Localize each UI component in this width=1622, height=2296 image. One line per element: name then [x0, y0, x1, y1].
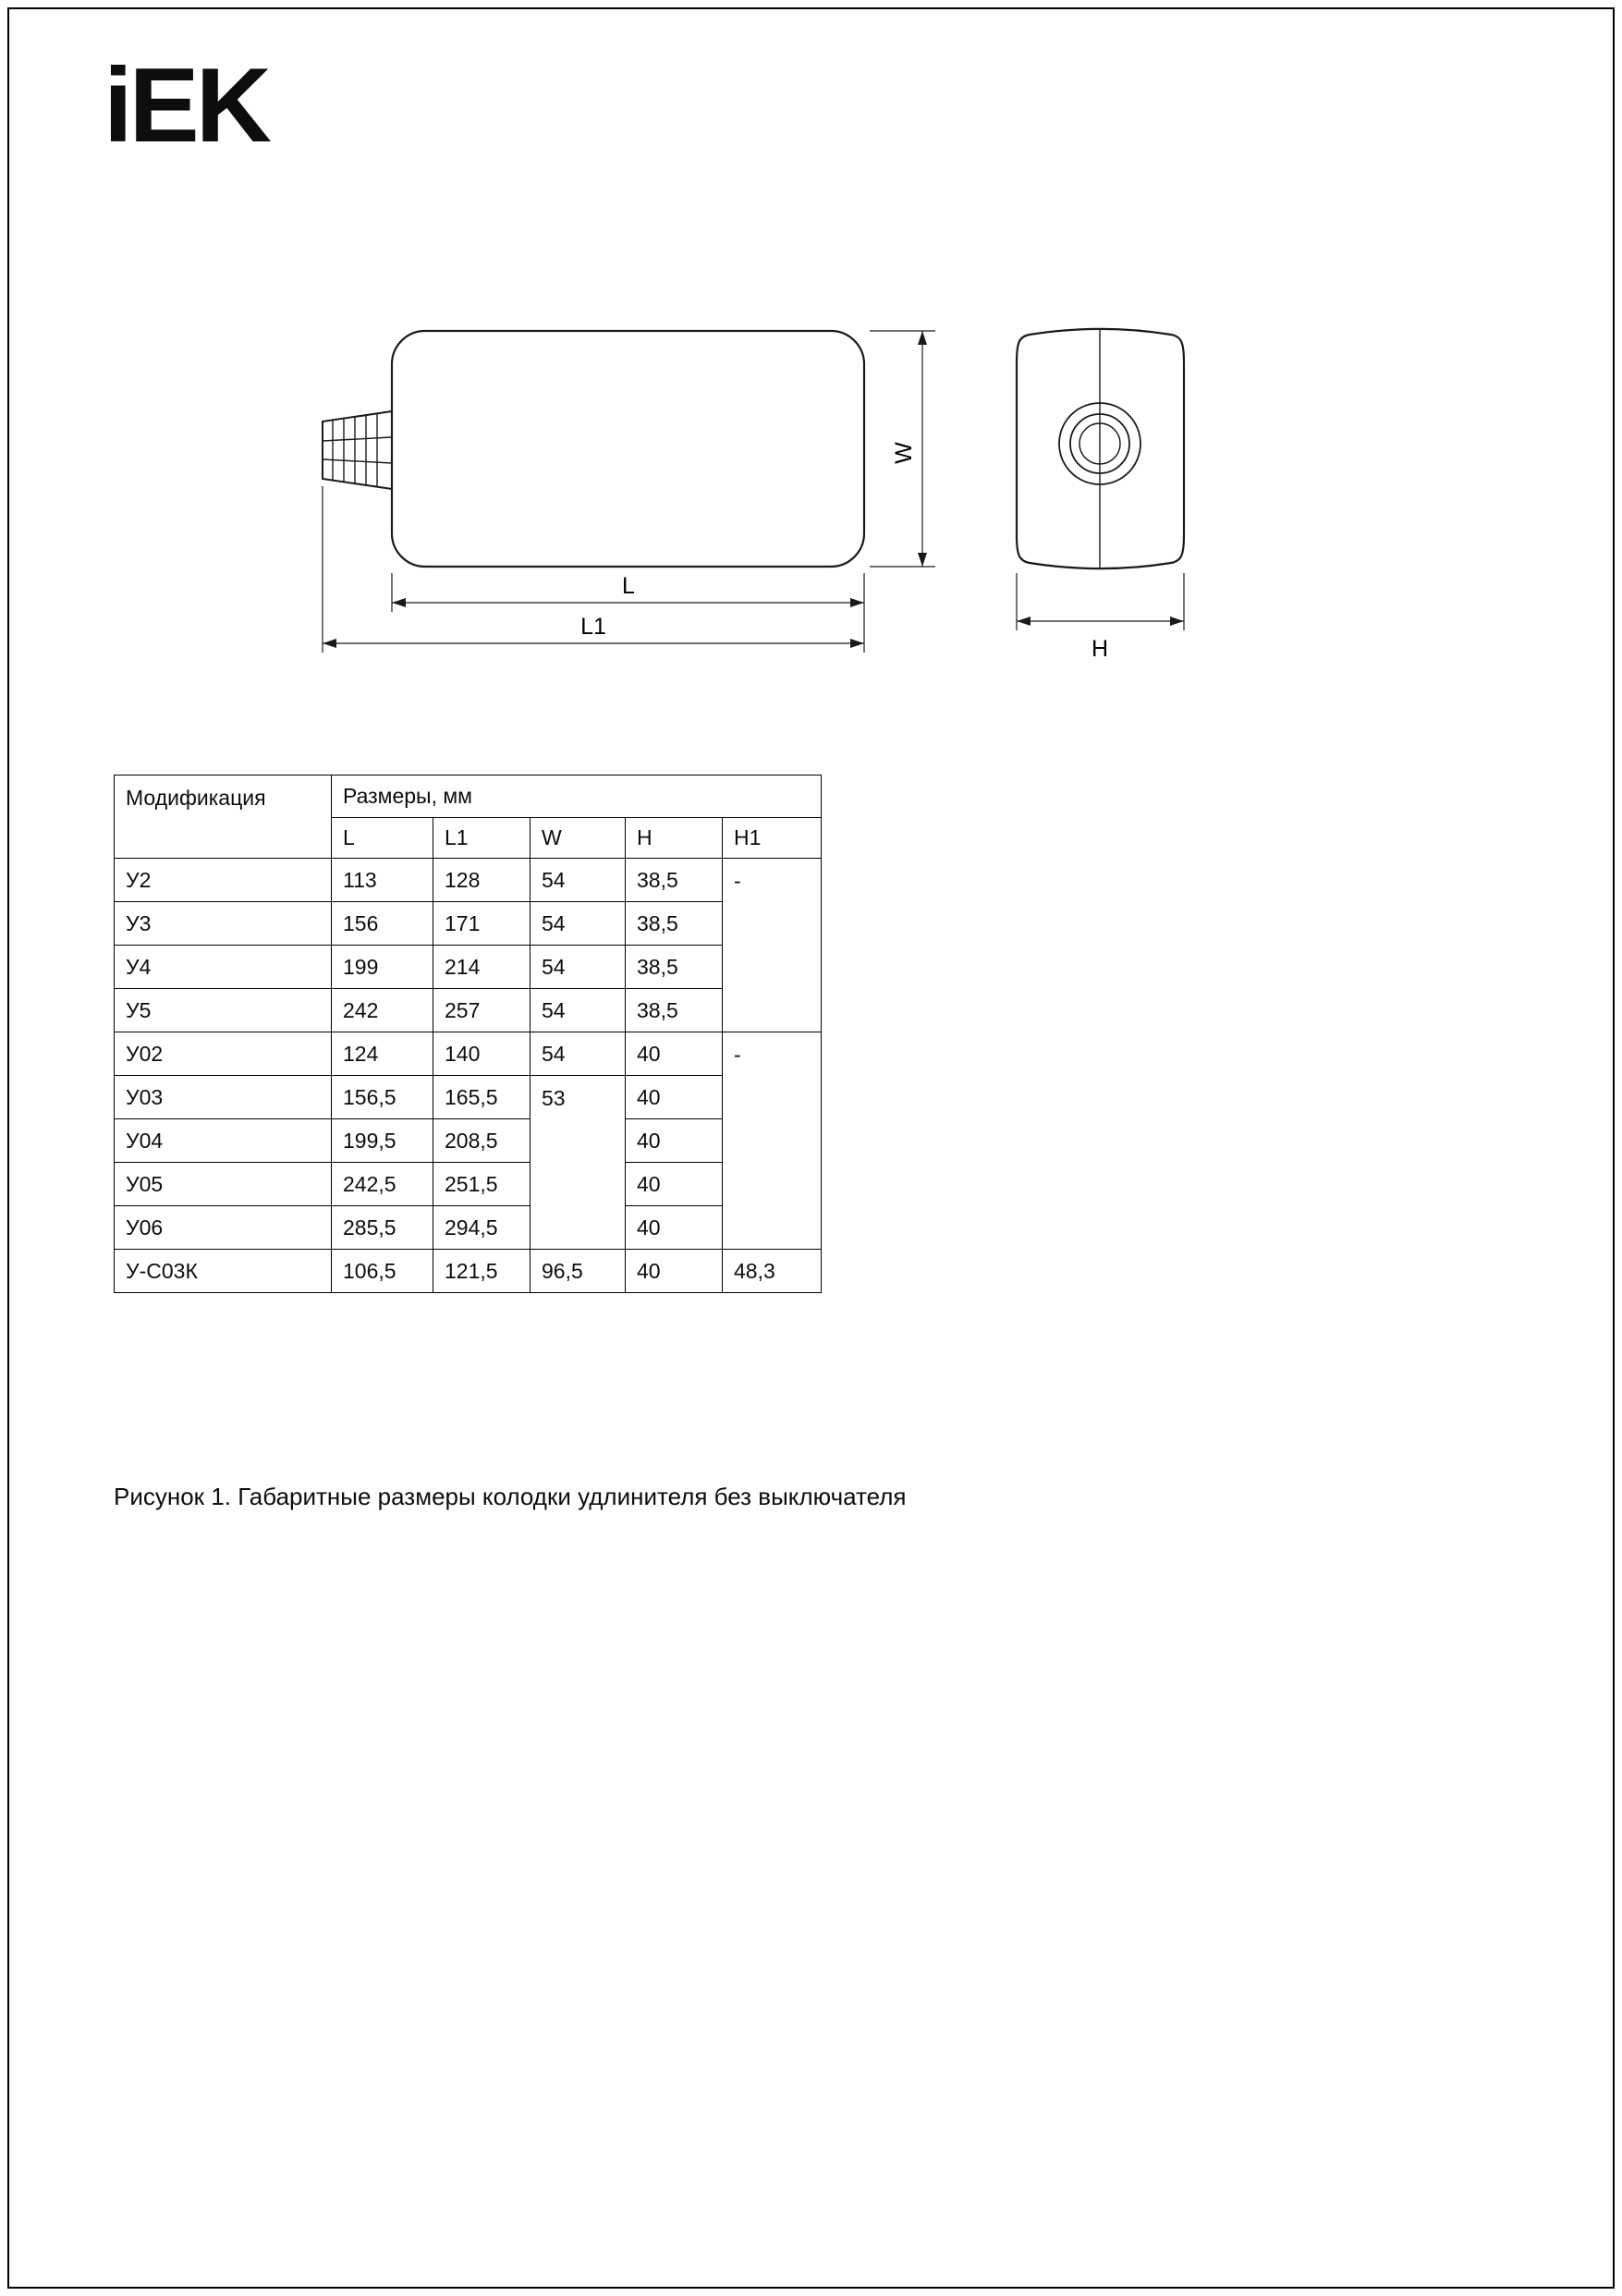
- dim-label-l1: L1: [580, 614, 606, 640]
- cell-h: 38,5: [626, 902, 723, 946]
- cell-l1: 208,5: [433, 1119, 531, 1163]
- cell-l: 285,5: [332, 1206, 433, 1250]
- table-row: [115, 1206, 822, 1250]
- cell-h: 38,5: [626, 946, 723, 989]
- cell-h: 38,5: [626, 989, 723, 1032]
- cell-h: 38,5: [626, 859, 723, 902]
- cell-l1: 171: [433, 902, 531, 946]
- cell-h: 40: [626, 1076, 723, 1119]
- table-row: [115, 1032, 822, 1076]
- cell-l1: 140: [433, 1032, 531, 1076]
- header-sizes: Размеры, мм: [332, 776, 822, 818]
- iek-logo: iEK: [104, 47, 269, 165]
- figure-caption: Рисунок 1. Габаритные размеры колодки удлинителя без выключателя: [114, 1483, 907, 1510]
- cell-h: 40: [626, 1250, 723, 1293]
- cell-l: 199: [332, 946, 433, 989]
- dimensions-table: [114, 775, 822, 1293]
- table-row: [115, 1119, 822, 1163]
- cell-l1: 214: [433, 946, 531, 989]
- row-label: У5: [115, 989, 332, 1032]
- dim-label-l: L: [622, 573, 635, 599]
- cell-l: 156: [332, 902, 433, 946]
- cell-l1: 128: [433, 859, 531, 902]
- header-col-h1: H1: [723, 818, 822, 859]
- cell-l: 199,5: [332, 1119, 433, 1163]
- table-row: [115, 1250, 822, 1293]
- dim-h: [1017, 573, 1184, 662]
- dim-label-h: H: [1091, 636, 1109, 662]
- cable-gland: [323, 411, 392, 489]
- row-label: У06: [115, 1206, 332, 1250]
- row-label: У04: [115, 1119, 332, 1163]
- table-row: [115, 1076, 822, 1119]
- dim-label-w: W: [891, 442, 917, 464]
- cell-w: 54: [531, 1032, 626, 1076]
- row-label: У02: [115, 1032, 332, 1076]
- table-row: [115, 1163, 822, 1206]
- end-view: [1017, 329, 1184, 568]
- dimension-drawing: [277, 305, 1257, 702]
- header-modification: Модификация: [115, 776, 332, 859]
- cell-l1: 257: [433, 989, 531, 1032]
- table-row: [115, 859, 822, 902]
- cell-w: 53: [531, 1076, 626, 1250]
- header-col-l1: L1: [433, 818, 531, 859]
- cell-w: 54: [531, 902, 626, 946]
- row-label: У03: [115, 1076, 332, 1119]
- cell-l1: 121,5: [433, 1250, 531, 1293]
- dim-w: [870, 331, 935, 567]
- cell-l: 113: [332, 859, 433, 902]
- cell-w: 54: [531, 989, 626, 1032]
- drawing-svg: [277, 305, 1257, 702]
- dim-l1: [323, 486, 864, 653]
- header-col-h: H: [626, 818, 723, 859]
- cell-h: 40: [626, 1206, 723, 1250]
- table-row: [115, 946, 822, 989]
- row-label: У-С03К: [115, 1250, 332, 1293]
- cell-l1: 251,5: [433, 1163, 531, 1206]
- cell-l: 124: [332, 1032, 433, 1076]
- cell-l: 156,5: [332, 1076, 433, 1119]
- row-label: У2: [115, 859, 332, 902]
- body-outline: [392, 331, 864, 567]
- table-row: [115, 902, 822, 946]
- cell-h1: 48,3: [723, 1250, 822, 1293]
- cell-h: 40: [626, 1163, 723, 1206]
- header-col-w: W: [531, 818, 626, 859]
- top-view: [323, 331, 864, 567]
- cell-h1: -: [723, 859, 822, 1032]
- row-label: У4: [115, 946, 332, 989]
- cell-w: 96,5: [531, 1250, 626, 1293]
- dim-l: [392, 573, 864, 653]
- row-label: У05: [115, 1163, 332, 1206]
- cell-h1: -: [723, 1032, 822, 1250]
- cell-l1: 294,5: [433, 1206, 531, 1250]
- cell-l: 242,5: [332, 1163, 433, 1206]
- table-row: [115, 989, 822, 1032]
- cell-l: 242: [332, 989, 433, 1032]
- cell-l: 106,5: [332, 1250, 433, 1293]
- cell-h: 40: [626, 1119, 723, 1163]
- cell-w: 54: [531, 859, 626, 902]
- cell-l1: 165,5: [433, 1076, 531, 1119]
- cell-w: 54: [531, 946, 626, 989]
- header-col-l: L: [332, 818, 433, 859]
- row-label: У3: [115, 902, 332, 946]
- cell-h: 40: [626, 1032, 723, 1076]
